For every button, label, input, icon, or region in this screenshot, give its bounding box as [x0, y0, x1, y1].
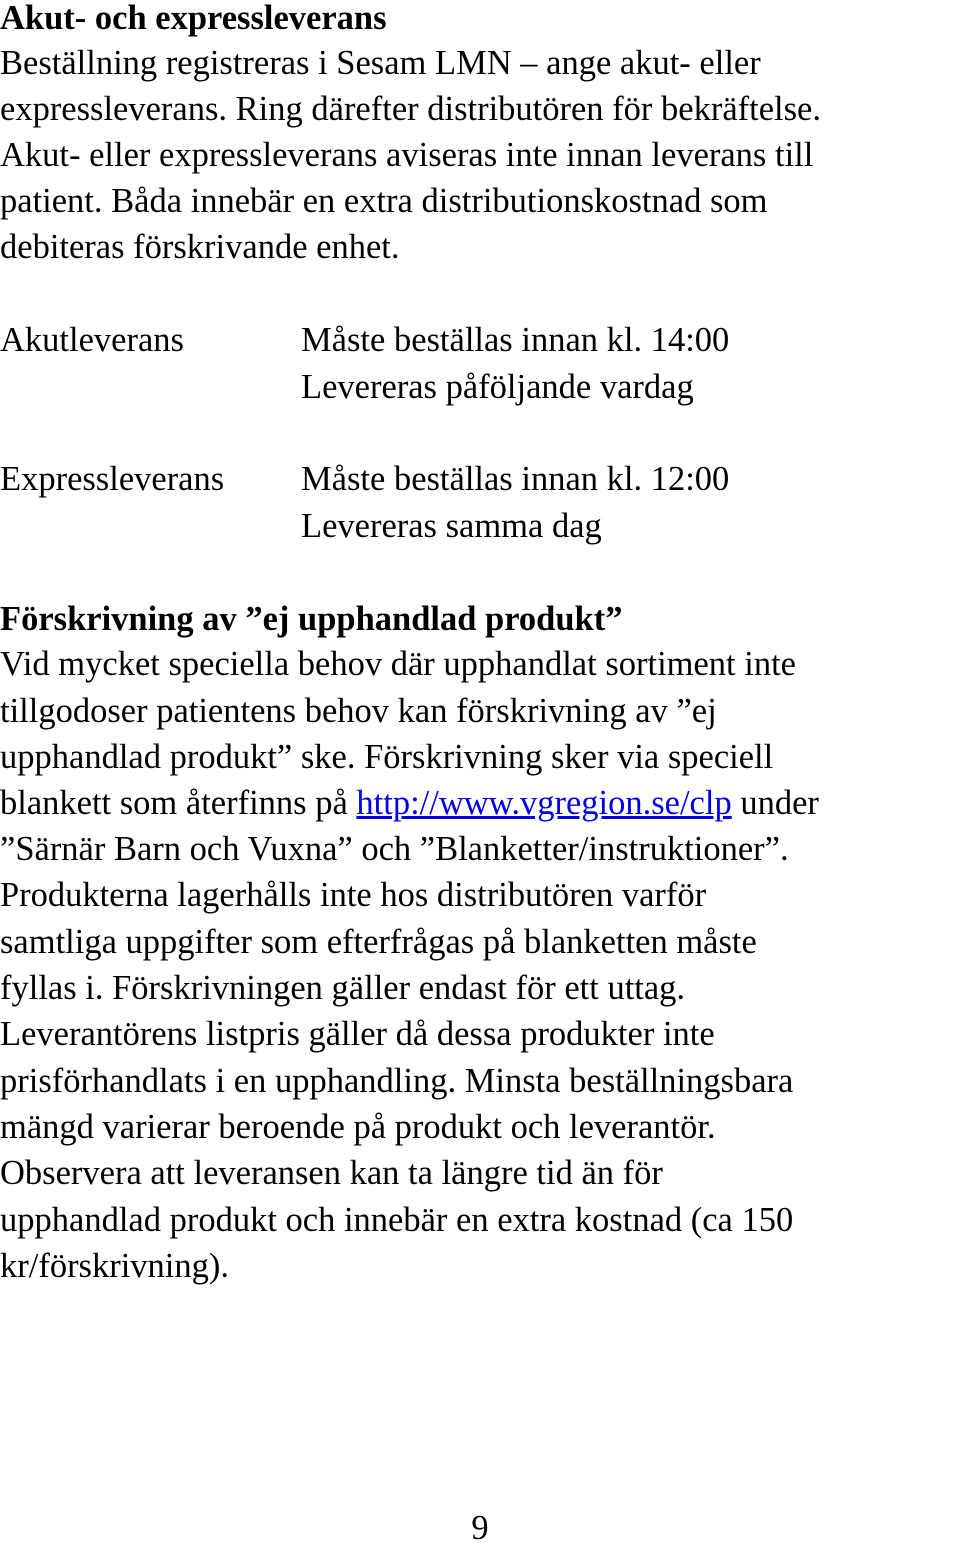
- vgregion-clp-link[interactable]: http://www.vgregion.se/clp: [356, 784, 732, 822]
- paragraph-line: patient. Båda innebär en extra distributionskostnad som: [0, 182, 768, 220]
- paragraph-line: tillgodoser patientens behov kan förskrivning av ”ej: [0, 692, 717, 730]
- paragraph-line: upphandlad produkt och innebär en extra kostnad (ca 150: [0, 1201, 794, 1239]
- paragraph-line: samtliga uppgifter som efterfrågas på blanketten måste: [0, 923, 757, 961]
- paragraph-line: ”Särnär Barn och Vuxna” och ”Blanketter/instruktioner”.: [0, 830, 789, 868]
- delivery-type-label-express: Expressleverans: [0, 460, 225, 498]
- paragraph-line: Observera att leveransen kan ta längre tid än för: [0, 1154, 663, 1192]
- paragraph-line: fyllas i. Förskrivningen gäller endast för ett uttag.: [0, 969, 686, 1007]
- delivery-time-akut: Levereras påföljande vardag: [301, 368, 694, 406]
- delivery-deadline-akut: Måste beställas innan kl. 14:00: [301, 321, 730, 359]
- paragraph-line: Akut- eller expressleverans aviseras inte innan leverans till: [0, 136, 814, 174]
- section-heading-ej-upphandlad: Förskrivning av ”ej upphandlad produkt”: [0, 600, 623, 638]
- paragraph-line: expressleverans. Ring därefter distributören för bekräftelse.: [0, 90, 821, 128]
- paragraph-line: Produkterna lagerhålls inte hos distributören varför: [0, 876, 707, 914]
- paragraph-line: Leverantörens listpris gäller då dessa produkter inte: [0, 1015, 715, 1053]
- link-line-after: under: [731, 784, 819, 822]
- paragraph-line: Beställning registreras i Sesam LMN – ange akut- eller: [0, 44, 761, 82]
- delivery-time-express: Levereras samma dag: [301, 507, 602, 545]
- paragraph-line: kr/förskrivning).: [0, 1247, 230, 1285]
- paragraph-line: prisförhandlats i en upphandling. Minsta beställningsbara: [0, 1062, 794, 1100]
- paragraph-line: upphandlad produkt” ske. Förskrivning sker via speciell: [0, 738, 774, 776]
- paragraph-line-with-link: [0, 780, 819, 826]
- delivery-deadline-express: Måste beställas innan kl. 12:00: [301, 460, 730, 498]
- section-heading-akut-express: Akut- och expressleverans: [0, 0, 387, 37]
- page-number: 9: [471, 1509, 489, 1547]
- link-line-before: blankett som återfinns på: [0, 784, 357, 822]
- paragraph-line: mängd varierar beroende på produkt och leverantör.: [0, 1108, 716, 1146]
- delivery-type-label-akut: Akutleverans: [0, 321, 184, 359]
- paragraph-line: Vid mycket speciella behov där upphandlat sortiment inte: [0, 645, 796, 683]
- paragraph-line: debiteras förskrivande enhet.: [0, 228, 400, 266]
